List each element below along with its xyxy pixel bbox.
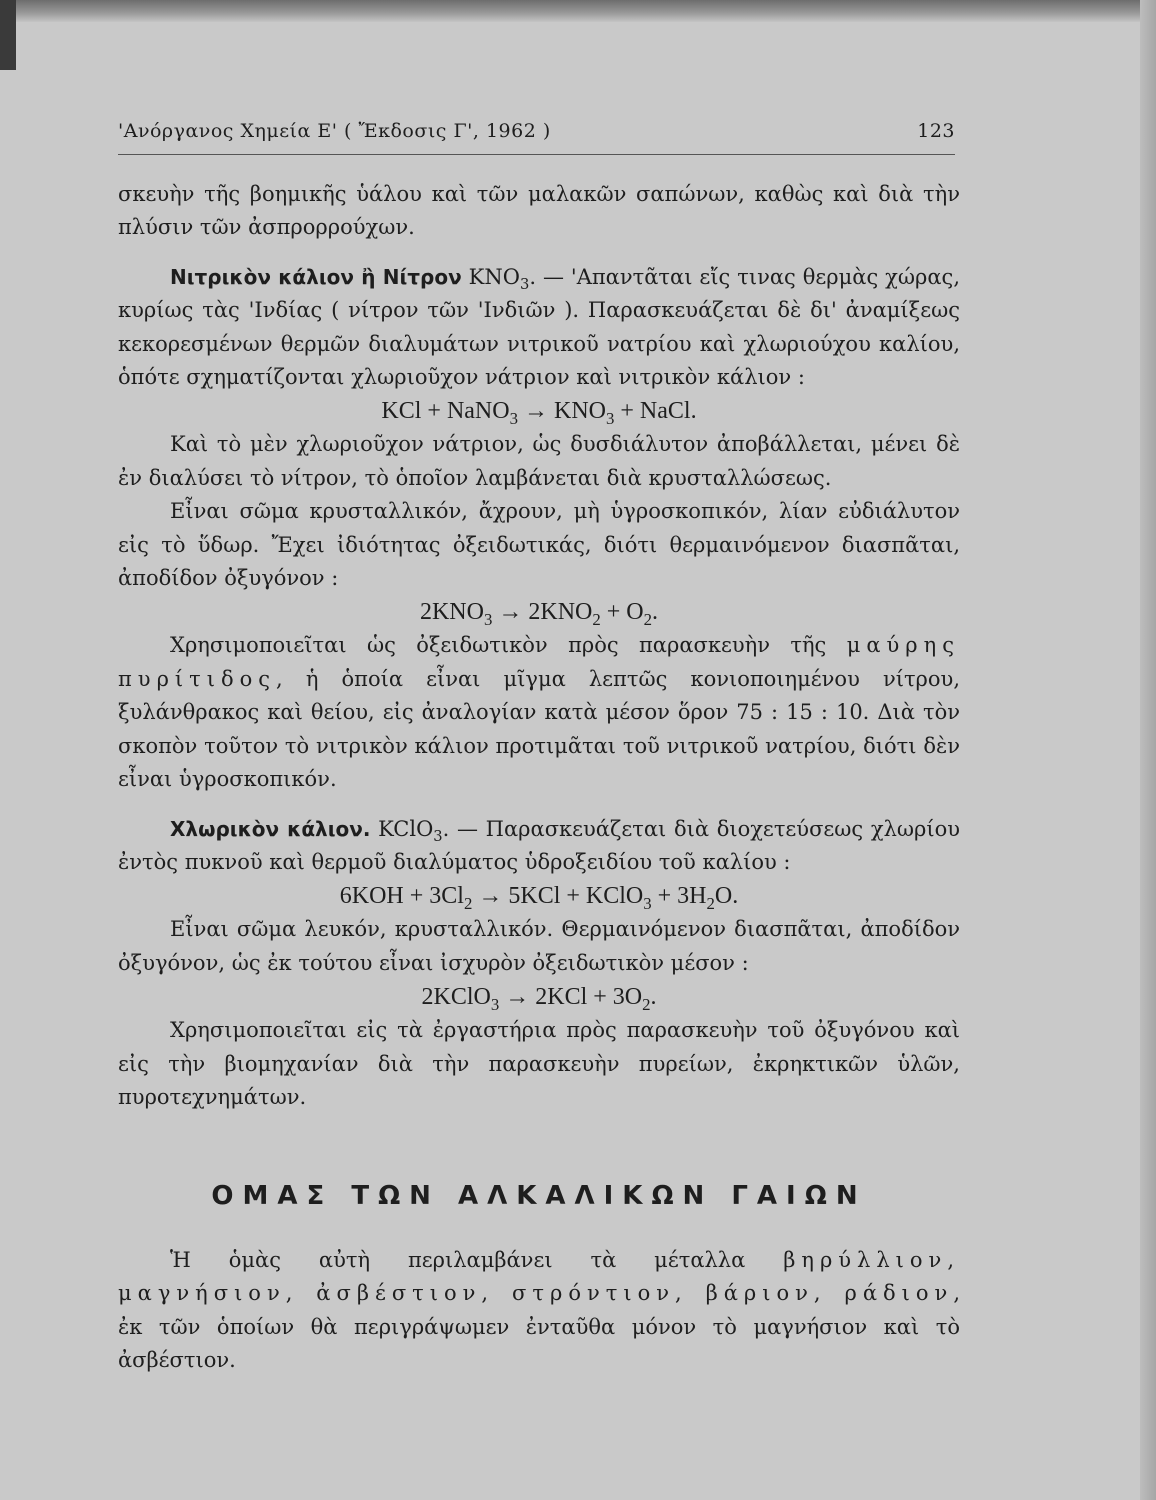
- page-body: [118, 178, 960, 1377]
- running-header: [118, 120, 955, 142]
- nitrate-crystallization-paragraph: Καὶ τὸ μὲν χλωριοῦχον νάτριον, ὡς δυσδιάλυτον ἀποβάλλεται, μένει δὲ ἐν διαλύσει τὸ νίτρον, τὸ ὁποῖον λαμβάνεται διὰ κρυσταλλώσεως.: [118, 432, 960, 490]
- header-title: 'Ανόργανος Χημεία Ε' ( Ἔκδοσις Γ', 1962 ): [118, 120, 551, 142]
- page-number: 123: [917, 120, 955, 142]
- potassium-nitrate-intro: [118, 261, 960, 395]
- spaced-black-powder: μαύρης πυρίτιδος: [118, 633, 960, 691]
- header-rule: [118, 154, 955, 155]
- alkaline-earths-paragraph: Ἡ ὁμὰς αὐτὴ περιλαμβάνει τὰ μέταλλα βηρύλλιον, μαγνήσιον, ἀσβέστιον, στρόντιον, βάριον, ράδιον, ἐκ τῶν ὁποίων θὰ περιγράψωμεν ἐνταῦθα μόνον τὸ μαγνήσιον καὶ τὸ ἀσβέστιον.: [118, 1247, 960, 1372]
- formula-kno3: $KNO_3$.: [468, 264, 536, 293]
- potassium-chlorate-intro: [118, 813, 960, 880]
- term-potassium-nitrate: Νιτρικὸν κάλιον ἢ Νίτρον: [170, 264, 462, 289]
- equation-kclo3-decomposition: 2KClO$_3$ → $2KCl + 3O_2$.: [421, 984, 657, 1014]
- equation-kcl-nano3: KCl + NaNO$_3$ → $KNO_3$ + NaCl.: [381, 398, 697, 429]
- chlorate-uses-paragraph: Χρησιμοποιεῖται εἰς τὰ ἐργαστήρια πρὸς παρασκευὴν τοῦ ὀξυγόνου καὶ εἰς τὴν βιομηχανίαν διὰ τὴν παρασκευὴν πυρείων, ἐκρηκτικῶν ὑλῶν, πυροτεχνημάτων.: [118, 1018, 960, 1109]
- formula-kclo3: KClO$_3$.: [378, 816, 450, 845]
- chlorate-preparation: — Παρασκευάζεται διὰ διοχετεύσεως χλωρίου ἐντὸς πυκνοῦ καὶ θερμοῦ διαλύματος ὑδροξειδίου τοῦ καλίου :: [118, 816, 960, 874]
- spaced-metal-list: βηρύλλιον, μαγνήσιον, ἀσβέστιον, στρόντιον, βάριον, ράδιον: [118, 1247, 960, 1306]
- equation-koh-cl2: $6KOH + 3Cl_2 \to 5KCl$ + KClO$_3$ + $3H_2O$.: [339, 883, 739, 914]
- continued-paragraph: σκευὴν τῆς βοημικῆς ὑάλου καὶ τῶν μαλακῶν σαπώνων, καθὼς καὶ διὰ τὴν πλύσιν τῶν ἀσπρορρούχων.: [118, 182, 960, 240]
- nitrate-uses-paragraph: Χρησιμοποιεῖται ὡς ὀξειδωτικὸν πρὸς παρασκευὴν τῆς μαύρης πυρίτιδος, ἡ ὁποία εἶναι μῖγμα λεπτῶς κονιοποιημένου νίτρου, ξυλάνθρακος καὶ θείου, εἰς ἀναλογίαν κατὰ μέσον ὅρον 75 : 15 : 10. Διὰ τὸν σκοπὸν τοῦτον τὸ νιτρικὸν κάλιον προτιμᾶται τοῦ νιτρικοῦ νατρίου, διότι δὲν εἶναι ὑγροσκοπικόν.: [118, 633, 960, 792]
- term-potassium-chlorate: Χλωρικὸν κάλιον.: [170, 816, 371, 841]
- chlorate-properties-paragraph: Εἶναι σῶμα λευκόν, κρυσταλλικόν. Θερμαινόμενον διασπᾶται, ἀποδίδον ὀξυγόνον, ὡς ἐκ τούτου εἶναι ἰσχυρὸν ὀξειδωτικὸν μέσον :: [118, 917, 960, 975]
- section-heading-alkaline-earths: ΟΜΑΣ ΤΩΝ ΑΛΚΑΛΙΚΩΝ ΓΑΙΩΝ: [211, 1181, 867, 1212]
- nitrate-description: — 'Απαντᾶται εἴς τινας θερμὰς χώρας, κυρίως τὰς 'Ινδίας ( νίτρον τῶν 'Ινδιῶν ). Παρασκευάζεται δὲ δι' ἀναμίξεως κεκορεσμένων θερμῶν διαλυμάτων νιτρικοῦ νατρίου καὶ χλωριούχου καλίου, ὁπότε σχηματίζονται χλωριοῦχον νάτριον καὶ νιτρικὸν κάλιον :: [118, 264, 960, 390]
- equation-kno3-decomposition: $2KNO_3 \to 2KNO_2 + O_2$.: [419, 599, 659, 630]
- nitrate-properties-paragraph: Εἶναι σῶμα κρυσταλλικόν, ἄχρουν, μὴ ὑγροσκοπικόν, λίαν εὐδιάλυτον εἰς τὸ ὕδωρ. Ἔχει ἰδιότητας ὀξειδωτικάς, διότι θερμαινόμενον διασπᾶται, ἀποδίδον ὀξυγόνον :: [118, 499, 960, 591]
